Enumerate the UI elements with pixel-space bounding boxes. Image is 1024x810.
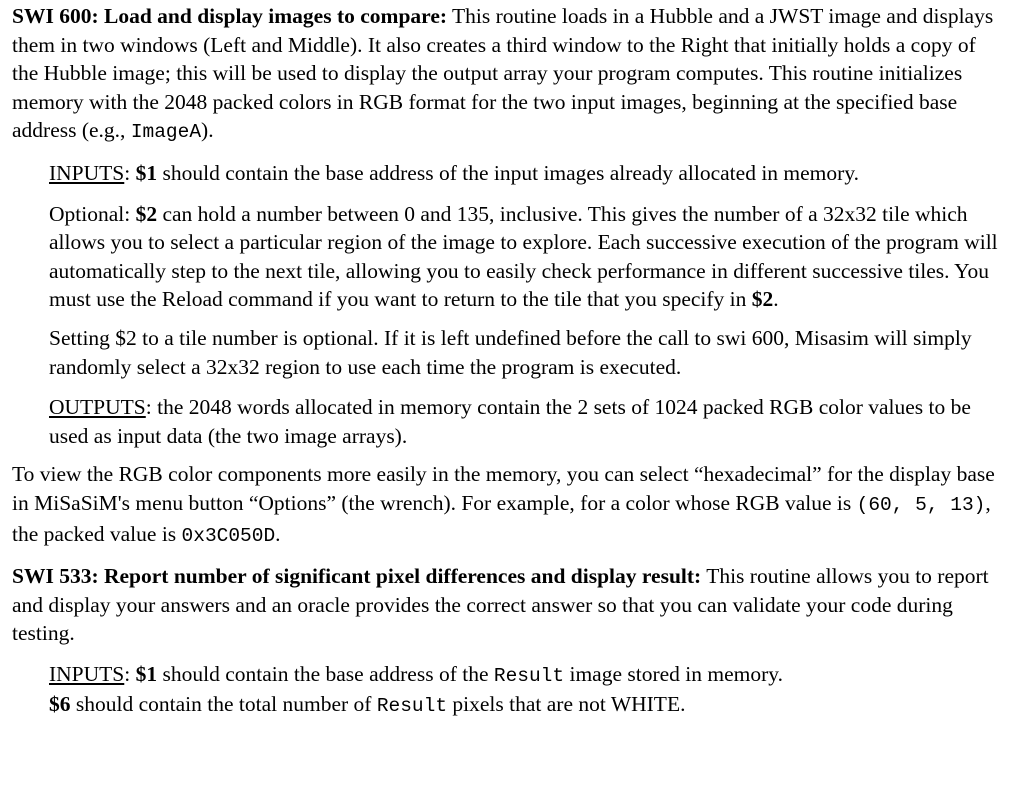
- swi600-outputs-text: : the 2048 words allocated in memory contain the 2 sets of 1024 packed RGB color values to be used as input data (the two image arrays).: [49, 395, 971, 448]
- swi600-inputs-text: should contain the base address of the input images already allocated in memory.: [157, 160, 860, 185]
- swi600-optional-register-2: $2: [751, 287, 774, 312]
- swi600-inputs-paragraph: [49, 159, 1000, 188]
- swi600-optional-paragraph: [49, 200, 1000, 314]
- swi600-intro-code: ImageA: [130, 121, 202, 144]
- swi533-line2-code: Result: [376, 695, 448, 718]
- swi533-inputs-paragraph: [49, 660, 1000, 721]
- swi600-intro-text-b: ).: [201, 118, 214, 143]
- swi600-optional-text-b: can hold a number between 0 and 135, inclusive. This gives the number of a 32x32 tile which allows you to select a particular region of the image to explore. Each successive execution of the program will automatically step to the next tile, allowing you to easily check performance in different successive tiles. You must use the Reload command if you want to return to the tile that you specify in: [49, 201, 998, 312]
- swi533-inputs-colon: :: [124, 661, 136, 686]
- swi600-view-paragraph: [12, 460, 1000, 550]
- swi533-inputs-register: $1: [135, 661, 158, 686]
- swi533-inputs-text-b: image stored in memory.: [564, 661, 784, 686]
- swi600-setting-paragraph: Setting $2 to a tile number is optional. If it is left undefined before the call to swi 600, Misasim will simply randomly select a 32x32 region to use each time the program is executed.: [49, 325, 972, 379]
- swi600-view-code-hex: 0x3C050D: [181, 524, 276, 547]
- swi600-intro-paragraph: [12, 2, 1000, 147]
- swi533-line2-text-b: pixels that are not WHITE.: [447, 692, 686, 717]
- swi533-intro-text: This routine allows you to report and display your answers and an oracle provides the correct answer so that you can validate your code during testing.: [12, 564, 989, 646]
- swi600-inputs-register: $1: [135, 160, 158, 185]
- swi600-inputs-label: INPUTS: [49, 160, 125, 185]
- swi600-optional-register: $2: [135, 201, 158, 226]
- swi600-view-text-c: .: [275, 521, 281, 546]
- swi533-inputs-text-a: should contain the base address of the: [157, 661, 494, 686]
- swi600-outputs-label: OUTPUTS: [49, 395, 146, 420]
- swi600-optional-text-a: Optional:: [49, 201, 136, 226]
- swi600-inputs-colon: :: [124, 160, 136, 185]
- swi533-heading: SWI 533: Report number of significant pixel differences and display result:: [12, 564, 702, 589]
- swi600-view-text-a: To view the RGB color components more easily in the memory, you can select “hexadecimal” for the display base in MiSaSiM's menu button “Options” (the wrench). For example, for a color whose RGB value is: [12, 462, 995, 515]
- swi600-outputs-paragraph: [49, 393, 1000, 450]
- swi533-intro-paragraph: [12, 562, 1000, 648]
- swi600-intro-text-a: This routine loads in a Hubble and a JWST image and displays them in two windows (Left and Middle). It also creates a third window to the Right that initially holds a copy of the Hubble image; this will be used to display the output array your program computes. This routine initializes memory with the 2048 packed colors in RGB format for the two input images, beginning at the specified base address (e.g.,: [12, 4, 994, 143]
- swi600-optional-text-c: .: [773, 287, 779, 312]
- swi600-heading: SWI 600: Load and display images to compare:: [12, 4, 448, 28]
- swi600-view-text-b: , the packed value is: [12, 490, 991, 546]
- swi533-inputs-label: INPUTS: [49, 661, 125, 686]
- swi600-view-code-rgb: (60, 5, 13): [856, 493, 986, 516]
- swi533-line2-text-a: should contain the total number of: [70, 692, 377, 717]
- swi533-line2-register: $6: [49, 692, 71, 717]
- swi533-inputs-code: Result: [493, 664, 565, 687]
